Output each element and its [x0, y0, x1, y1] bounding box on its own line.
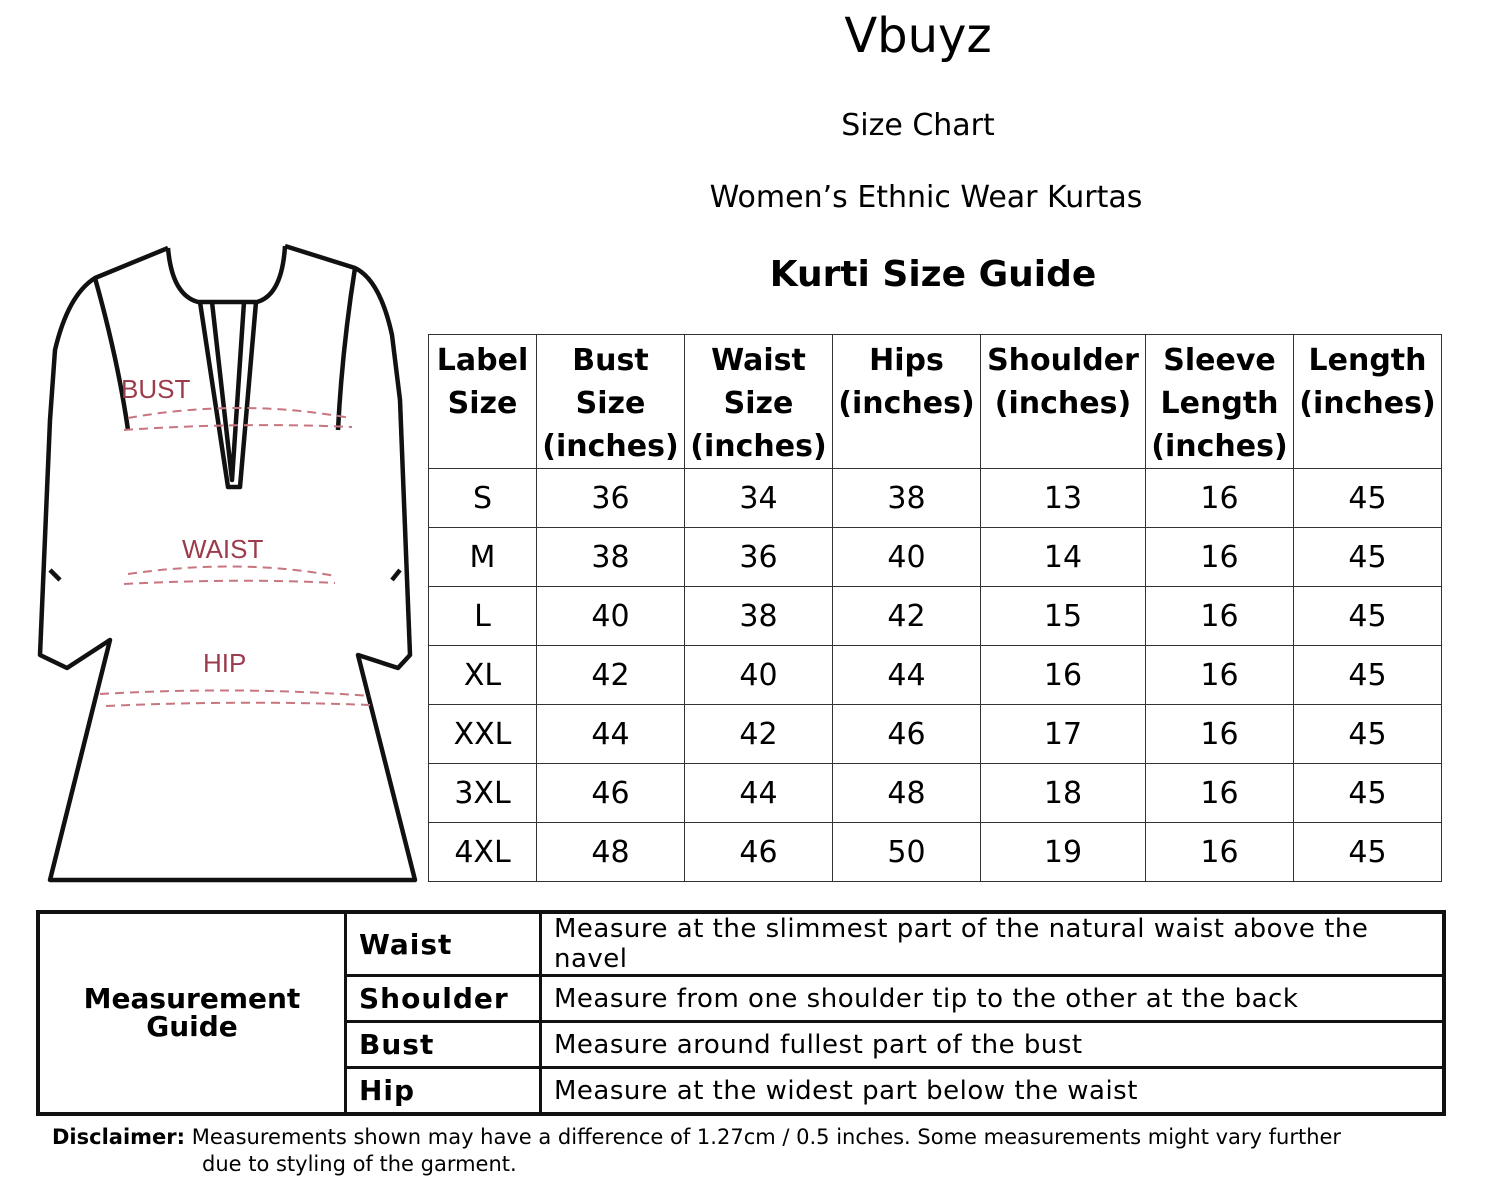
cell: 46: [537, 764, 685, 823]
measurement-guide-table: [36, 910, 1446, 1116]
cell: 50: [833, 823, 981, 882]
cell: 46: [833, 705, 981, 764]
cell: 36: [537, 469, 685, 528]
cell: 45: [1294, 705, 1442, 764]
bust-label: BUST: [121, 374, 191, 404]
cell: 3XL: [429, 764, 537, 823]
header-waist: Waist Size (inches): [685, 335, 833, 469]
cell: 18: [981, 764, 1146, 823]
cell: 40: [833, 528, 981, 587]
cell: 42: [685, 705, 833, 764]
waist-label: WAIST: [182, 534, 264, 564]
cell: 13: [981, 469, 1146, 528]
table-row: [429, 646, 1442, 705]
cell: M: [429, 528, 537, 587]
cell: 16: [1146, 705, 1294, 764]
header-label-size: Label Size: [429, 335, 537, 469]
kurti-illustration: [20, 240, 430, 900]
cell: 45: [1294, 823, 1442, 882]
disclaimer-text: Measurements shown may have a difference of 1.27cm / 0.5 inches. Some measurements might vary further: [185, 1125, 1342, 1149]
cell: XL: [429, 646, 537, 705]
table-row: [429, 705, 1442, 764]
cell: 17: [981, 705, 1146, 764]
guide-description: Measure around fullest part of the bust: [541, 1022, 1445, 1068]
cell: 34: [685, 469, 833, 528]
disclaimer: [52, 1124, 1462, 1178]
cell: 19: [981, 823, 1146, 882]
cell: 44: [685, 764, 833, 823]
cell: XXL: [429, 705, 537, 764]
cell: 45: [1294, 764, 1442, 823]
cell: 4XL: [429, 823, 537, 882]
header-length: Length (inches): [1294, 335, 1442, 469]
cell: 14: [981, 528, 1146, 587]
cell: 38: [833, 469, 981, 528]
cell: 16: [1146, 587, 1294, 646]
guide-description: Measure from one shoulder tip to the other at the back: [541, 976, 1445, 1022]
cell: 42: [833, 587, 981, 646]
cell: 16: [1146, 646, 1294, 705]
table-row: [429, 764, 1442, 823]
cell: 16: [981, 646, 1146, 705]
size-chart-subtitle: Size Chart: [841, 108, 995, 143]
cell: L: [429, 587, 537, 646]
brand-title: Vbuyz: [844, 8, 992, 64]
guide-term: Bust: [346, 1022, 541, 1068]
cell: 38: [537, 528, 685, 587]
cell: S: [429, 469, 537, 528]
table-row: [429, 823, 1442, 882]
cell: 45: [1294, 646, 1442, 705]
cell: 45: [1294, 528, 1442, 587]
table-row: [429, 528, 1442, 587]
cell: 44: [537, 705, 685, 764]
cell: 38: [685, 587, 833, 646]
guide-term: Waist: [346, 912, 541, 976]
guide-row: [38, 912, 1444, 976]
guide-term: Hip: [346, 1068, 541, 1115]
cell: 48: [537, 823, 685, 882]
cell: 36: [685, 528, 833, 587]
header-shoulder: Shoulder (inches): [981, 335, 1146, 469]
size-guide-heading: Kurti Size Guide: [769, 254, 1097, 295]
guide-description: Measure at the widest part below the waist: [541, 1068, 1445, 1115]
hip-label: HIP: [203, 648, 247, 678]
cell: 40: [685, 646, 833, 705]
cell: 45: [1294, 587, 1442, 646]
cell: 16: [1146, 469, 1294, 528]
category-subtitle: Women’s Ethnic Wear Kurtas: [709, 180, 1143, 215]
header-sleeve-length: Sleeve Length (inches): [1146, 335, 1294, 469]
cell: 45: [1294, 469, 1442, 528]
cell: 15: [981, 587, 1146, 646]
cell: 48: [833, 764, 981, 823]
size-table-header: [429, 335, 1442, 469]
guide-description: Measure at the slimmest part of the natural waist above the navel: [541, 912, 1445, 976]
header-hips: Hips (inches): [833, 335, 981, 469]
table-row: [429, 469, 1442, 528]
cell: 40: [537, 587, 685, 646]
guide-term: Shoulder: [346, 976, 541, 1022]
disclaimer-label: Disclaimer:: [52, 1125, 186, 1149]
cell: 16: [1146, 528, 1294, 587]
cell: 16: [1146, 764, 1294, 823]
measurement-guide-heading: Measurement Guide: [38, 912, 346, 1114]
cell: 16: [1146, 823, 1294, 882]
size-table: [428, 334, 1442, 882]
cell: 46: [685, 823, 833, 882]
cell: 44: [833, 646, 981, 705]
table-row: [429, 587, 1442, 646]
disclaimer-text-continued: due to styling of the garment.: [202, 1152, 517, 1176]
cell: 42: [537, 646, 685, 705]
header-bust: Bust Size (inches): [537, 335, 685, 469]
